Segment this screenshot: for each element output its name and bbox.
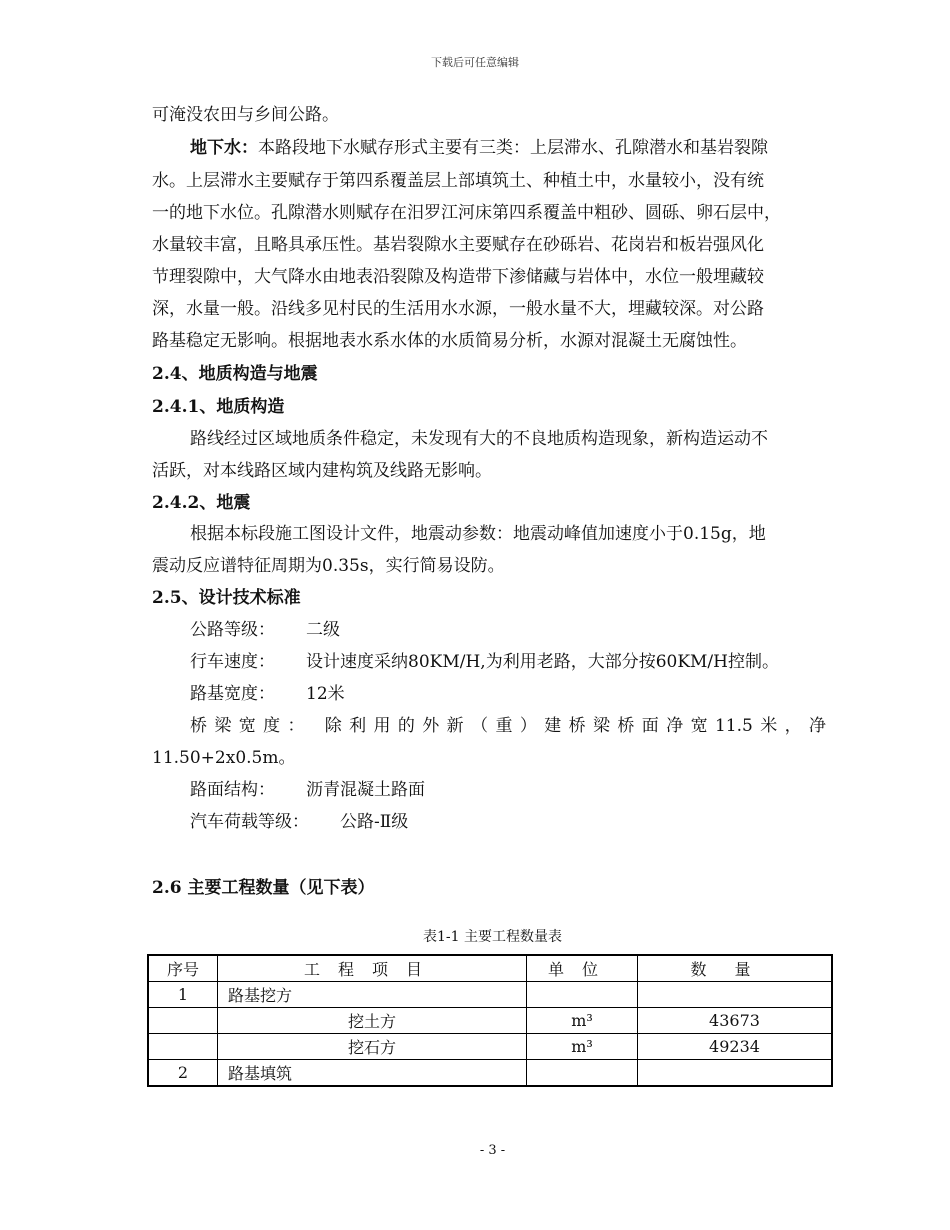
col-header-unit: 单位 <box>527 955 638 982</box>
spec-row-speed: 行车速度： 设计速度采纳80KM/H,为利用老路，大部分按60KM/H控制。 <box>190 652 779 672</box>
cell-qty: 49234 <box>638 1034 833 1060</box>
section-heading-2-4: 2.4、地质构造与地震 <box>152 364 318 384</box>
table-row <box>148 1034 832 1060</box>
spec-row-bridge-width-cont: 11.50+2x0.5m。 <box>152 748 296 768</box>
spec-row-pavement: 路面结构： 沥青混凝土路面 <box>190 780 425 800</box>
groundwater-paragraph-line: 地下水：本路段地下水赋存形式主要有三类：上层滞水、孔隙潜水和基岩裂隙 <box>190 138 768 158</box>
groundwater-paragraph-line: 水。上层滞水主要赋存于第四系覆盖层上部填筑土、种植土中，水量较小，没有统 <box>152 171 764 191</box>
cell-item: 挖石方 <box>218 1034 527 1060</box>
spec-row-road-grade: 公路等级： 二级 <box>190 620 340 640</box>
cell-no <box>148 1034 218 1060</box>
table-row <box>148 1008 832 1034</box>
section-heading-2-5: 2.5、设计技术标准 <box>152 588 301 608</box>
col-header-qty: 数量 <box>638 955 833 982</box>
section-heading-2-4-1: 2.4.1、地质构造 <box>152 397 285 417</box>
paragraph-continuation: 可淹没农田与乡间公路。 <box>152 105 339 125</box>
cell-qty: 43673 <box>638 1008 833 1034</box>
col-header-no: 序号 <box>148 955 218 982</box>
cell-no: 2 <box>148 1060 218 1087</box>
cell-unit: m³ <box>527 1008 638 1034</box>
geology-paragraph-line: 活跃，对本线路区域内建构筑及线路无影响。 <box>152 461 492 481</box>
spec-row-bridge-width: 桥梁宽度： 除利用的外新（重）建桥梁桥面净宽11.5米，净 <box>190 716 826 736</box>
spec-row-vehicle-load: 汽车荷载等级： 公路-Ⅱ级 <box>190 812 409 832</box>
table-header-row <box>148 955 832 982</box>
cell-unit <box>527 1060 638 1087</box>
earthquake-paragraph-line: 根据本标段施工图设计文件，地震动参数：地震动峰值加速度小于0.15g，地 <box>190 524 766 544</box>
section-heading-2-6: 2.6 主要工程数量（见下表） <box>152 878 375 898</box>
page-header: 下载后可任意编辑 <box>431 56 519 69</box>
table-caption: 表1-1 主要工程数量表 <box>423 929 562 945</box>
groundwater-paragraph-line: 路基稳定无影响。根据地表水系水体的水质简易分析，水源对混凝土无腐蚀性。 <box>152 331 747 351</box>
table-row <box>148 982 832 1008</box>
cell-unit: m³ <box>527 1034 638 1060</box>
cell-no <box>148 1008 218 1034</box>
page-number: - 3 - <box>479 1143 506 1158</box>
spec-row-subgrade-width: 路基宽度： 12米 <box>190 684 345 704</box>
groundwater-paragraph-line: 一的地下水位。孔隙潜水则赋存在汨罗江河床第四系覆盖中粗砂、圆砾、卵石层中， <box>152 203 781 223</box>
groundwater-paragraph-line: 节理裂隙中，大气降水由地表沿裂隙及构造带下渗储藏与岩体中，水位一般埋藏较 <box>152 267 764 287</box>
table-row <box>148 1060 832 1087</box>
cell-qty <box>638 1060 833 1087</box>
geology-paragraph-line: 路线经过区域地质条件稳定，未发现有大的不良地质构造现象，新构造运动不 <box>190 429 768 449</box>
cell-item: 路基挖方 <box>218 982 527 1008</box>
col-header-item: 工程项目 <box>218 955 527 982</box>
cell-item: 挖土方 <box>218 1008 527 1034</box>
cell-unit <box>527 982 638 1008</box>
cell-qty <box>638 982 833 1008</box>
earthquake-paragraph-line: 震动反应谱特征周期为0.35s，实行简易设防。 <box>152 556 505 576</box>
cell-item: 路基填筑 <box>218 1060 527 1087</box>
quantity-table <box>147 954 833 1087</box>
groundwater-paragraph-line: 水量较丰富，且略具承压性。基岩裂隙水主要赋存在砂砾岩、花岗岩和板岩强风化 <box>152 235 764 255</box>
cell-no: 1 <box>148 982 218 1008</box>
section-heading-2-4-2: 2.4.2、地震 <box>152 493 251 513</box>
groundwater-paragraph-line: 深，水量一般。沿线多见村民的生活用水水源，一般水量不大，埋藏较深。对公路 <box>152 299 764 319</box>
groundwater-label: 地下水： <box>190 138 258 158</box>
